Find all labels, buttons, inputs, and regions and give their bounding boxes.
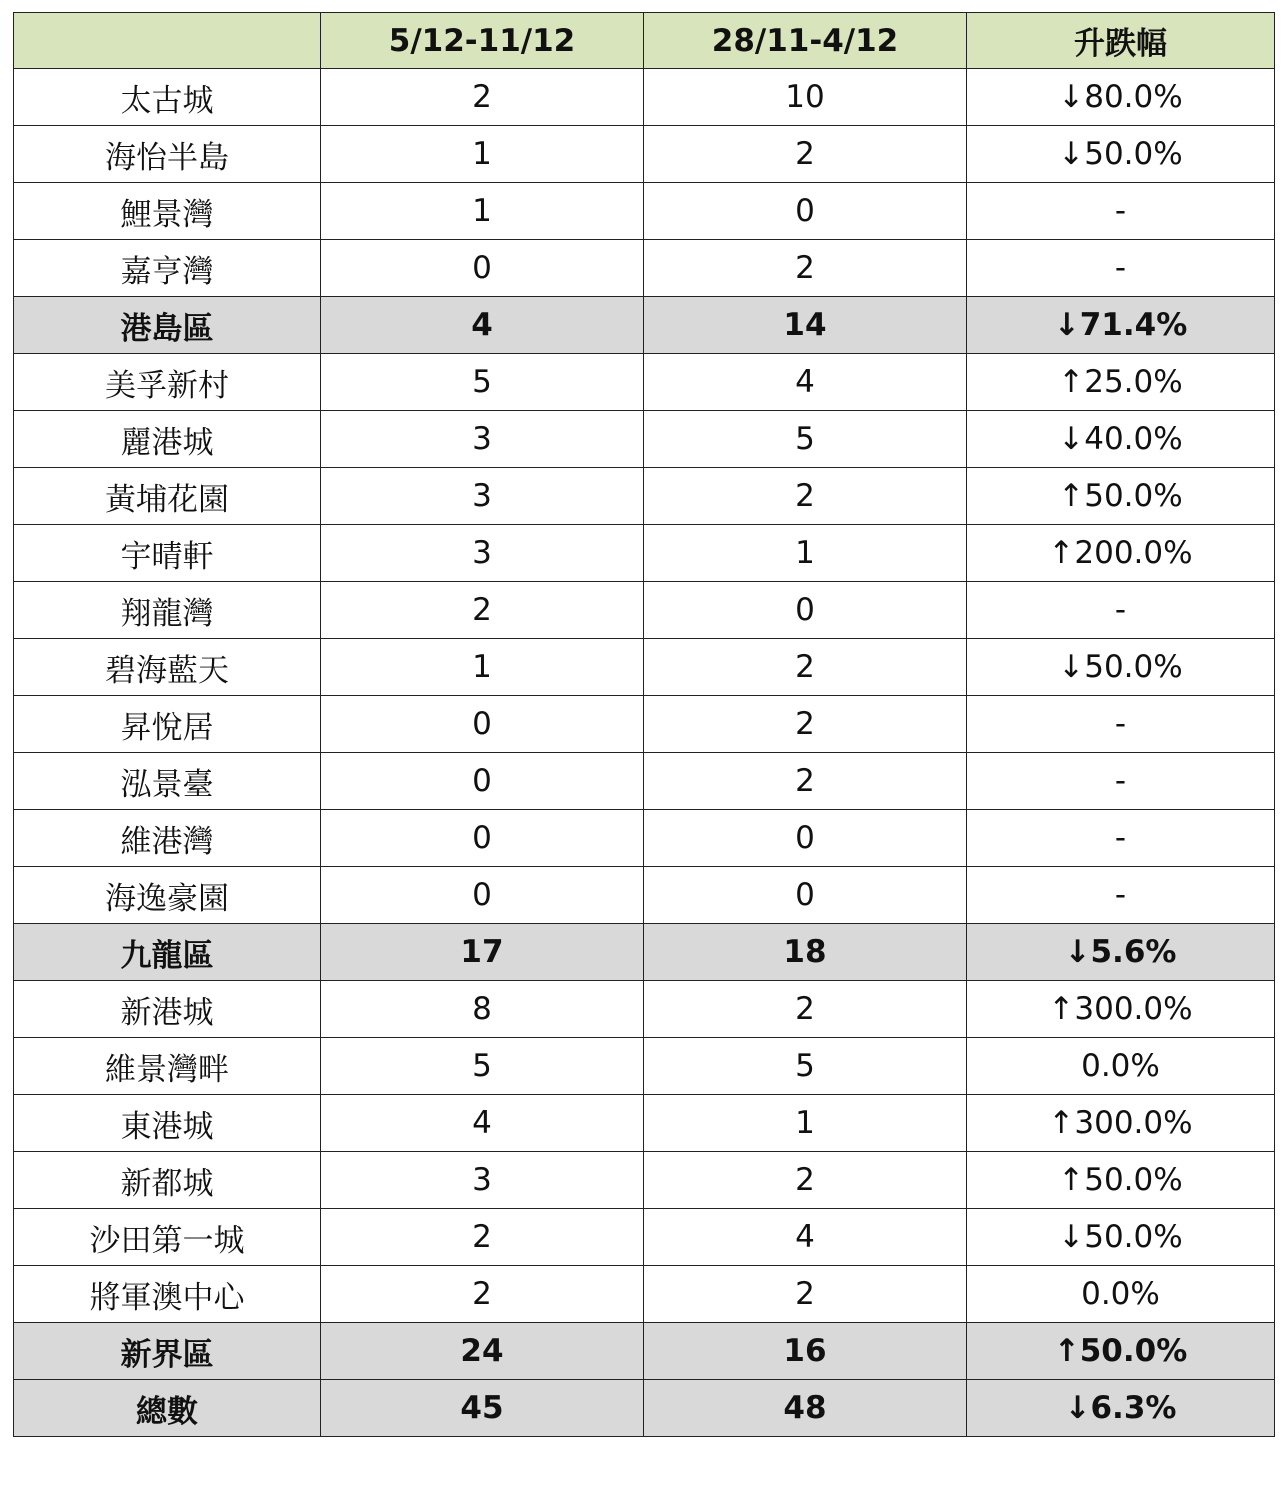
previous-week-cell: 48 xyxy=(644,1380,967,1437)
table-row xyxy=(14,354,1275,411)
estate-name-cell: 碧海藍天 xyxy=(14,639,321,696)
estate-name-cell: 鯉景灣 xyxy=(14,183,321,240)
previous-week-cell: 5 xyxy=(644,1038,967,1095)
table-row xyxy=(14,69,1275,126)
previous-week-cell: 1 xyxy=(644,1095,967,1152)
current-week-cell: 0 xyxy=(321,753,644,810)
header-current-week: 5/12-11/12 xyxy=(321,13,644,69)
previous-week-cell: 2 xyxy=(644,240,967,297)
current-week-cell: 3 xyxy=(321,411,644,468)
subtotal-row xyxy=(14,1380,1275,1437)
change-cell: - xyxy=(967,810,1275,867)
change-cell: 0.0% xyxy=(967,1038,1275,1095)
change-cell: - xyxy=(967,696,1275,753)
table-row xyxy=(14,126,1275,183)
table-body xyxy=(14,69,1275,1437)
table-row xyxy=(14,696,1275,753)
transaction-table xyxy=(13,12,1275,1437)
table-header xyxy=(14,13,1275,69)
previous-week-cell: 2 xyxy=(644,696,967,753)
estate-name-cell: 九龍區 xyxy=(14,924,321,981)
change-cell: ↑300.0% xyxy=(967,1095,1275,1152)
previous-week-cell: 4 xyxy=(644,1209,967,1266)
header-estate xyxy=(14,13,321,69)
subtotal-row xyxy=(14,297,1275,354)
estate-name-cell: 海逸豪園 xyxy=(14,867,321,924)
previous-week-cell: 2 xyxy=(644,753,967,810)
current-week-cell: 2 xyxy=(321,1209,644,1266)
change-cell: ↓80.0% xyxy=(967,69,1275,126)
current-week-cell: 2 xyxy=(321,582,644,639)
change-cell: ↓71.4% xyxy=(967,297,1275,354)
estate-name-cell: 翔龍灣 xyxy=(14,582,321,639)
previous-week-cell: 2 xyxy=(644,639,967,696)
change-cell: ↑25.0% xyxy=(967,354,1275,411)
previous-week-cell: 0 xyxy=(644,582,967,639)
table-row xyxy=(14,753,1275,810)
table-row xyxy=(14,240,1275,297)
table-row xyxy=(14,1152,1275,1209)
change-cell: - xyxy=(967,582,1275,639)
current-week-cell: 0 xyxy=(321,696,644,753)
previous-week-cell: 14 xyxy=(644,297,967,354)
table-row xyxy=(14,1038,1275,1095)
current-week-cell: 1 xyxy=(321,126,644,183)
current-week-cell: 2 xyxy=(321,69,644,126)
table-row xyxy=(14,1095,1275,1152)
current-week-cell: 8 xyxy=(321,981,644,1038)
change-cell: ↓50.0% xyxy=(967,1209,1275,1266)
table-row xyxy=(14,411,1275,468)
table-row xyxy=(14,525,1275,582)
current-week-cell: 1 xyxy=(321,183,644,240)
estate-name-cell: 美孚新村 xyxy=(14,354,321,411)
table-row xyxy=(14,981,1275,1038)
estate-name-cell: 麗港城 xyxy=(14,411,321,468)
current-week-cell: 3 xyxy=(321,1152,644,1209)
table-row xyxy=(14,867,1275,924)
estate-name-cell: 昇悅居 xyxy=(14,696,321,753)
change-cell: ↓6.3% xyxy=(967,1380,1275,1437)
change-cell: - xyxy=(967,240,1275,297)
current-week-cell: 24 xyxy=(321,1323,644,1380)
previous-week-cell: 18 xyxy=(644,924,967,981)
estate-name-cell: 維港灣 xyxy=(14,810,321,867)
current-week-cell: 5 xyxy=(321,1038,644,1095)
previous-week-cell: 2 xyxy=(644,126,967,183)
change-cell: ↑200.0% xyxy=(967,525,1275,582)
previous-week-cell: 0 xyxy=(644,810,967,867)
current-week-cell: 3 xyxy=(321,468,644,525)
estate-name-cell: 維景灣畔 xyxy=(14,1038,321,1095)
estate-name-cell: 宇晴軒 xyxy=(14,525,321,582)
header-change: 升跌幅 xyxy=(967,13,1275,69)
estate-name-cell: 泓景臺 xyxy=(14,753,321,810)
estate-name-cell: 港島區 xyxy=(14,297,321,354)
current-week-cell: 4 xyxy=(321,297,644,354)
change-cell: - xyxy=(967,183,1275,240)
current-week-cell: 4 xyxy=(321,1095,644,1152)
current-week-cell: 45 xyxy=(321,1380,644,1437)
change-cell: ↓50.0% xyxy=(967,639,1275,696)
estate-name-cell: 東港城 xyxy=(14,1095,321,1152)
change-cell: - xyxy=(967,753,1275,810)
previous-week-cell: 2 xyxy=(644,468,967,525)
estate-name-cell: 嘉亨灣 xyxy=(14,240,321,297)
subtotal-row xyxy=(14,924,1275,981)
table-row xyxy=(14,468,1275,525)
current-week-cell: 1 xyxy=(321,639,644,696)
current-week-cell: 17 xyxy=(321,924,644,981)
estate-name-cell: 新都城 xyxy=(14,1152,321,1209)
header-row xyxy=(14,13,1275,69)
estate-name-cell: 總數 xyxy=(14,1380,321,1437)
subtotal-row xyxy=(14,1323,1275,1380)
previous-week-cell: 4 xyxy=(644,354,967,411)
estate-name-cell: 黃埔花園 xyxy=(14,468,321,525)
previous-week-cell: 16 xyxy=(644,1323,967,1380)
estate-name-cell: 海怡半島 xyxy=(14,126,321,183)
table-row xyxy=(14,639,1275,696)
current-week-cell: 2 xyxy=(321,1266,644,1323)
change-cell: ↑50.0% xyxy=(967,1323,1275,1380)
table-row xyxy=(14,1209,1275,1266)
estate-name-cell: 將軍澳中心 xyxy=(14,1266,321,1323)
change-cell: ↓40.0% xyxy=(967,411,1275,468)
current-week-cell: 3 xyxy=(321,525,644,582)
change-cell: ↑50.0% xyxy=(967,468,1275,525)
current-week-cell: 0 xyxy=(321,810,644,867)
current-week-cell: 0 xyxy=(321,867,644,924)
previous-week-cell: 0 xyxy=(644,183,967,240)
table-row xyxy=(14,183,1275,240)
estate-name-cell: 太古城 xyxy=(14,69,321,126)
table-row xyxy=(14,582,1275,639)
change-cell: ↑50.0% xyxy=(967,1152,1275,1209)
change-cell: ↑300.0% xyxy=(967,981,1275,1038)
current-week-cell: 0 xyxy=(321,240,644,297)
estate-name-cell: 沙田第一城 xyxy=(14,1209,321,1266)
previous-week-cell: 5 xyxy=(644,411,967,468)
previous-week-cell: 2 xyxy=(644,1152,967,1209)
change-cell: ↓50.0% xyxy=(967,126,1275,183)
estate-name-cell: 新港城 xyxy=(14,981,321,1038)
header-previous-week: 28/11-4/12 xyxy=(644,13,967,69)
change-cell: ↓5.6% xyxy=(967,924,1275,981)
table-row xyxy=(14,1266,1275,1323)
current-week-cell: 5 xyxy=(321,354,644,411)
table-row xyxy=(14,810,1275,867)
previous-week-cell: 0 xyxy=(644,867,967,924)
previous-week-cell: 2 xyxy=(644,1266,967,1323)
change-cell: 0.0% xyxy=(967,1266,1275,1323)
previous-week-cell: 1 xyxy=(644,525,967,582)
previous-week-cell: 2 xyxy=(644,981,967,1038)
estate-name-cell: 新界區 xyxy=(14,1323,321,1380)
previous-week-cell: 10 xyxy=(644,69,967,126)
change-cell: - xyxy=(967,867,1275,924)
